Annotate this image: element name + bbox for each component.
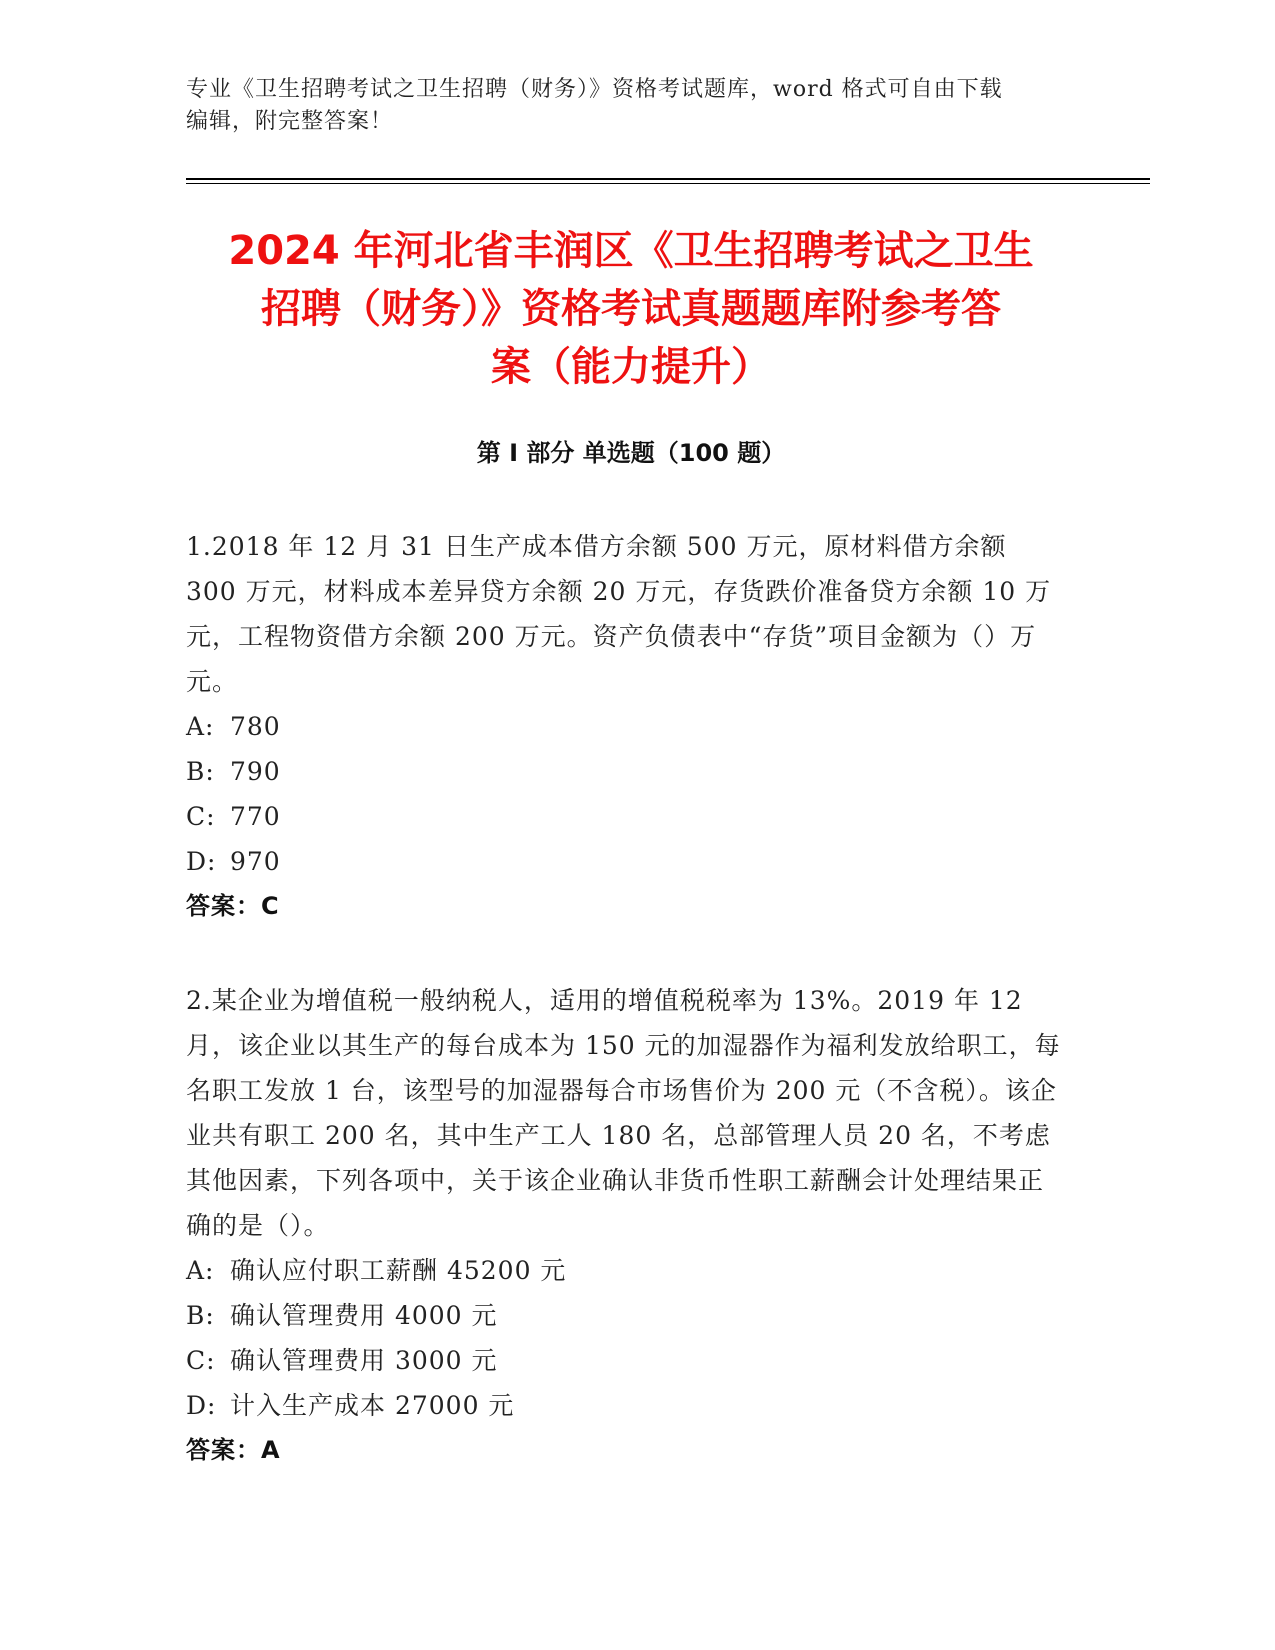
- question-stem: 2.某企业为增值税一般纳税人，适用的增值税税率为 13%。2019 年 12 月，该企业以其生产的每台成本为 150 元的加湿器作为福利发放给职工，每名职工发放 1 台，该型号的加湿器每合市场售价为 200 元（不含税）。该企业共有职工 200 名，其中生产工人 180 名，总部管理人员 20 名，不考虑其他因素，下列各项中，关于该企业确认非货币性职工薪酬会计处理结果正确的是（）。: [186, 986, 1061, 1240]
- option-b: [186, 1293, 1066, 1338]
- option-key: C:: [186, 802, 216, 831]
- option-b: [186, 749, 1066, 794]
- question-block: [186, 978, 1066, 1473]
- option-text: 770: [230, 802, 281, 831]
- option-key: A:: [186, 1256, 215, 1285]
- title-line-3: 案（能力提升）: [491, 344, 771, 390]
- answer-line: 答案：A: [186, 1436, 281, 1464]
- option-text: 确认管理费用 4000 元: [230, 1301, 498, 1330]
- option-d: [186, 839, 1066, 884]
- header-divider-thick: [186, 178, 1150, 180]
- option-text: 确认管理费用 3000 元: [230, 1346, 498, 1375]
- header-divider-thin: [186, 183, 1150, 184]
- option-key: D:: [186, 847, 217, 876]
- option-c: [186, 794, 1066, 839]
- title-line-2: 招聘（财务）》资格考试真题题库附参考答: [261, 286, 1001, 332]
- header-note-line-1: 专业《卫生招聘考试之卫生招聘（财务）》资格考试题库，word 格式可自由下载: [186, 77, 1003, 102]
- option-text: 790: [230, 757, 281, 786]
- option-key: C:: [186, 1346, 216, 1375]
- option-key: D:: [186, 1391, 217, 1420]
- document-title: [186, 222, 1076, 396]
- answer-line: 答案：C: [186, 892, 280, 920]
- section-heading: 第 I 部分 单选题（100 题）: [476, 439, 786, 467]
- option-key: B:: [186, 757, 215, 786]
- option-d: [186, 1383, 1066, 1428]
- option-text: 确认应付职工薪酬 45200 元: [230, 1256, 567, 1285]
- title-line-1: 2024 年河北省丰润区《卫生招聘考试之卫生: [228, 228, 1034, 274]
- option-key: A:: [186, 712, 215, 741]
- option-text: 970: [230, 847, 281, 876]
- option-a: [186, 704, 1066, 749]
- question-stem: 1.2018 年 12 月 31 日生产成本借方余额 500 万元，原材料借方余额 300 万元，材料成本差异贷方余额 20 万元，存货跌价准备贷方余额 10 万元，工程物资借方余额 200 万元。资产负债表中“存货”项目金额为（）万元。: [186, 532, 1052, 696]
- question-block: [186, 524, 1066, 929]
- header-note-line-2: 编辑，附完整答案！: [186, 109, 394, 134]
- option-a: [186, 1248, 1066, 1293]
- option-text: 780: [230, 712, 281, 741]
- option-c: [186, 1338, 1066, 1383]
- option-key: B:: [186, 1301, 215, 1330]
- option-text: 计入生产成本 27000 元: [230, 1391, 515, 1420]
- header-note: [186, 74, 1066, 138]
